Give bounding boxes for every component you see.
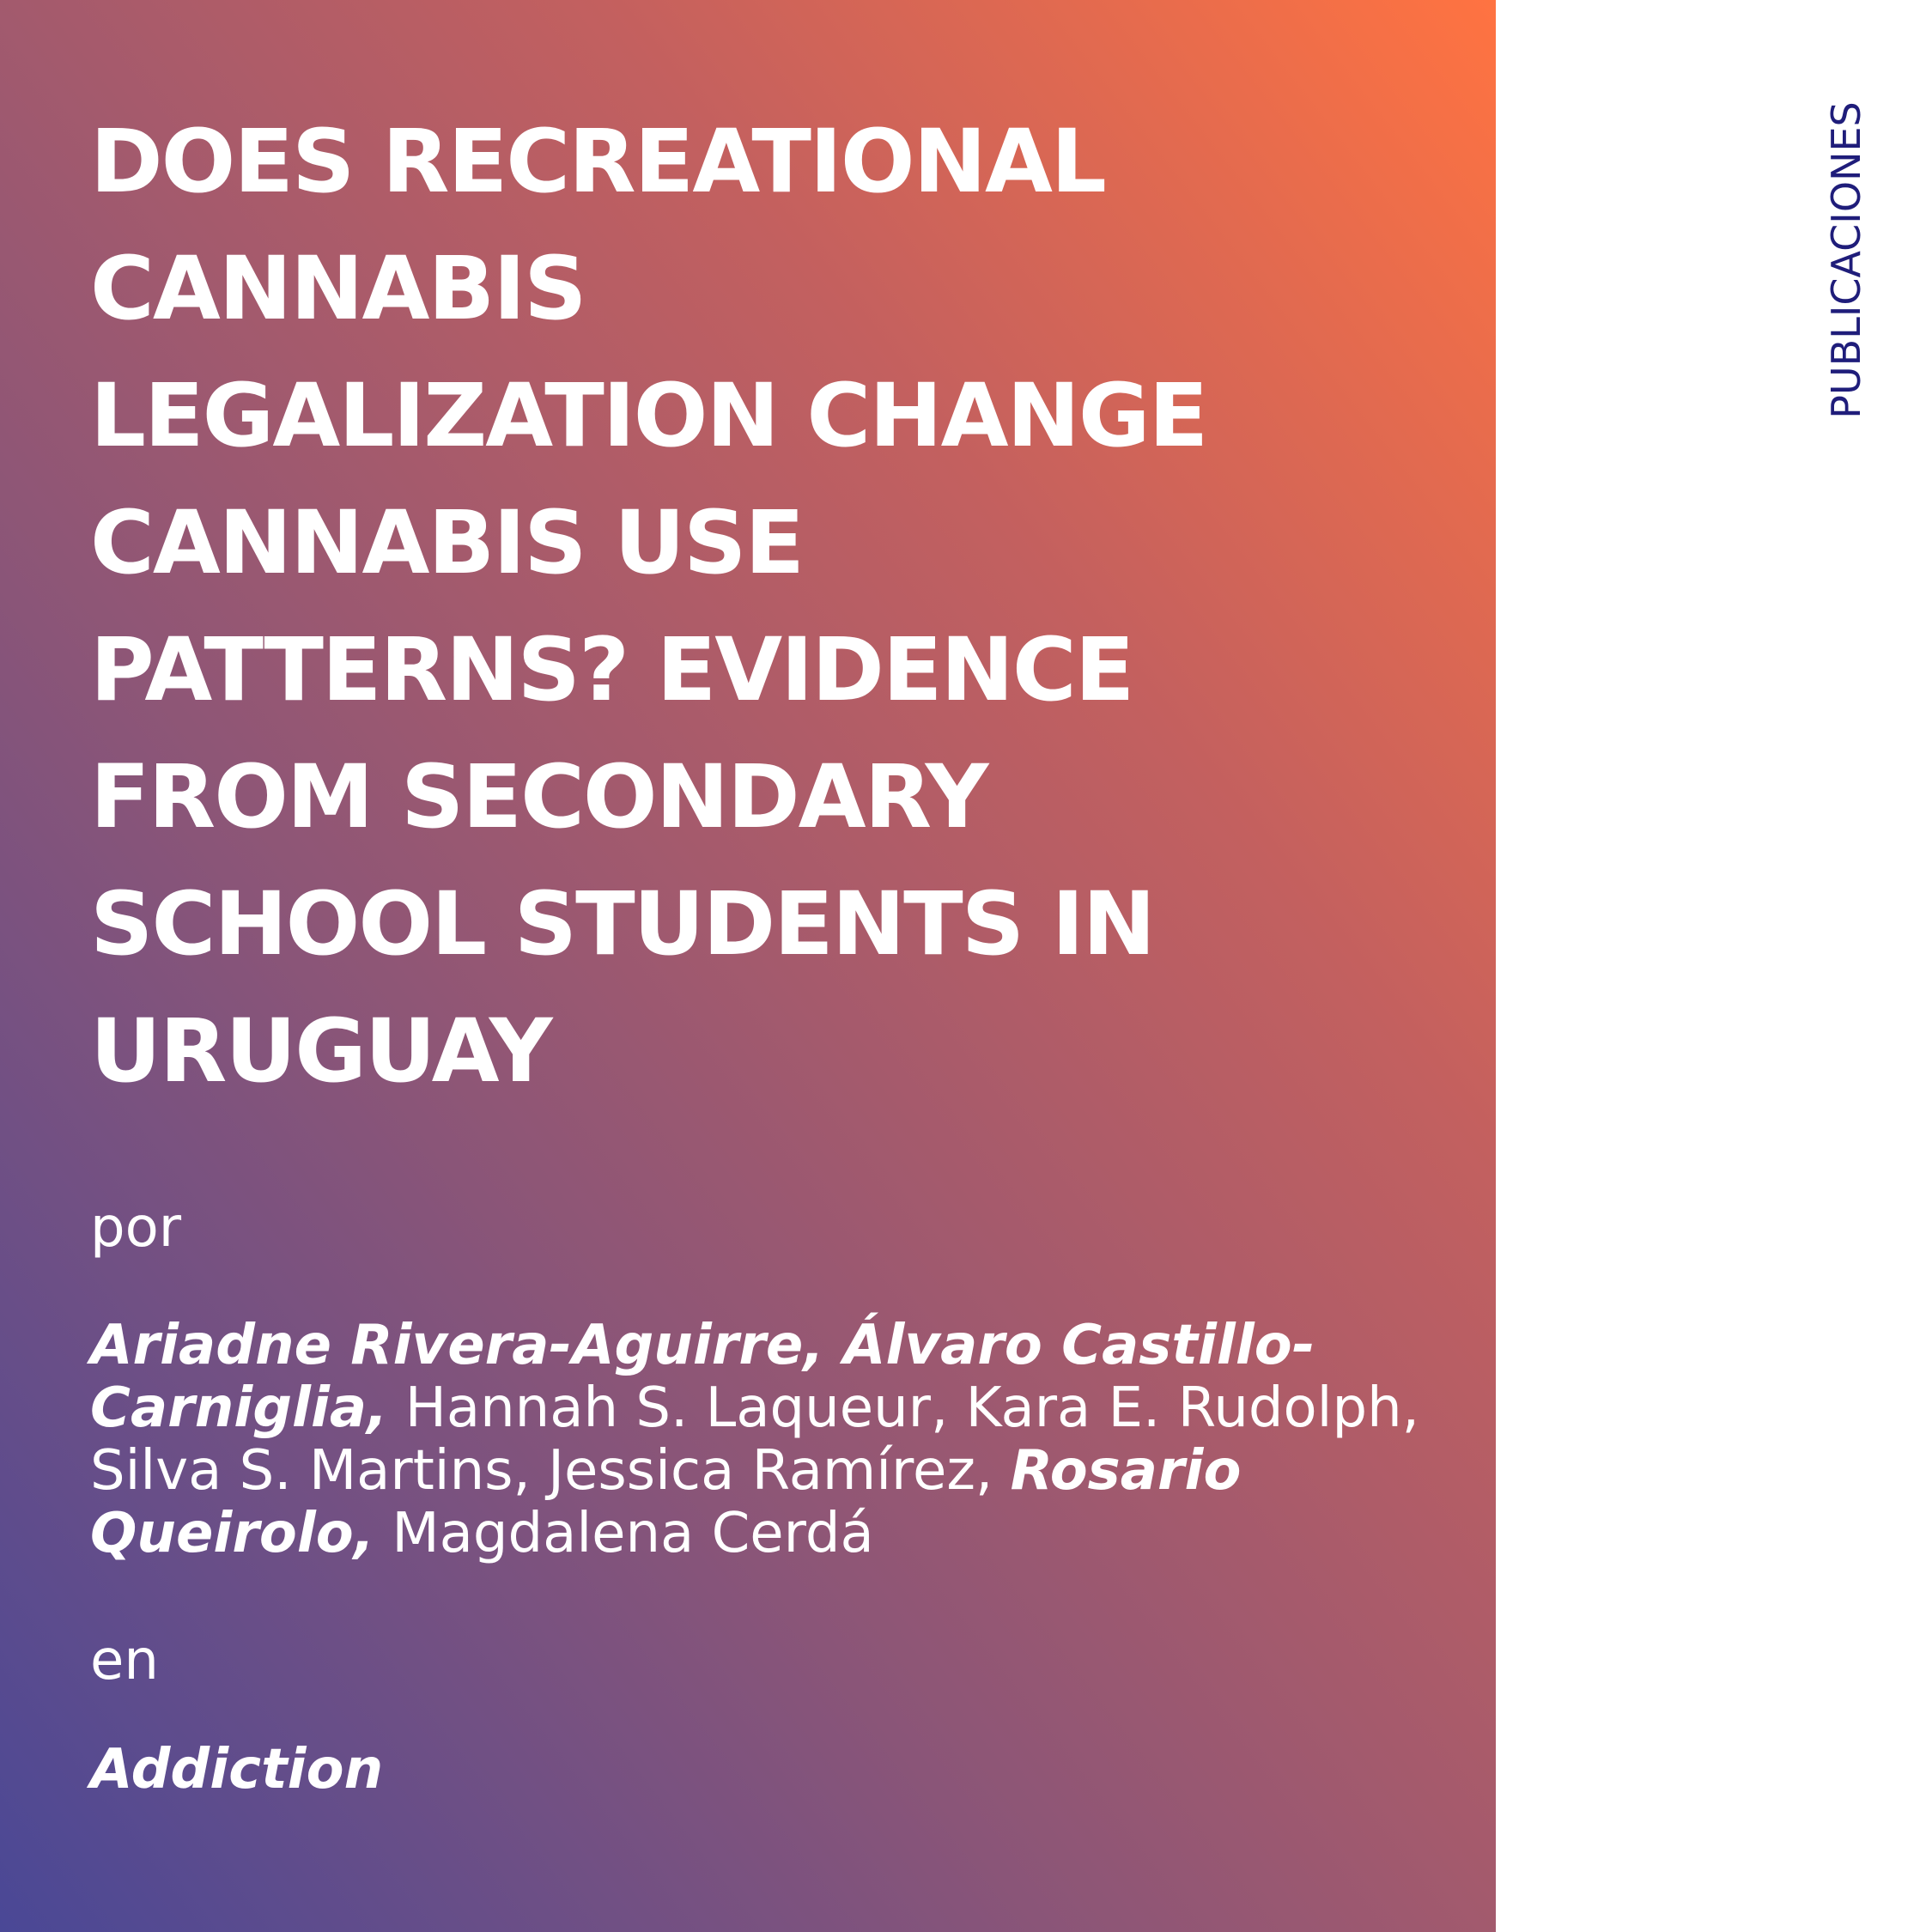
card-content — [90, 99, 1430, 1801]
section-label — [1823, 93, 1869, 428]
title-line: CANNABIS — [90, 238, 586, 340]
title-line: LEGALIZATION CHANGE — [90, 365, 1207, 467]
highlighted-authors: Ariadne Rivera-Aguirre, Álvaro Castillo-Carniglia, — [90, 1314, 1315, 1440]
section-label-text: PUBLICACIONES — [1823, 101, 1870, 419]
title-line: PATTERNS? EVIDENCE — [90, 619, 1133, 721]
title-line: FROM SECONDARY — [90, 746, 987, 848]
highlighted-authors: Rosario Queirolo, — [90, 1439, 1242, 1565]
by-label: por — [90, 1196, 182, 1260]
in-label: en — [90, 1629, 159, 1692]
journal-name: Addiction — [90, 1738, 384, 1801]
other-authors: Magdalena Cerdá — [374, 1502, 874, 1565]
other-authors: Hannah S. Laqueur, Kara E. Rudolph, Silva S. Martins, Jessica Ramírez, — [90, 1376, 1419, 1503]
publication-title — [90, 99, 1430, 1115]
title-line: SCHOOL STUDENTS IN — [90, 873, 1155, 975]
title-line: CANNABIS USE — [90, 492, 804, 594]
title-line: URUGUAY — [90, 1000, 551, 1103]
title-line: DOES RECREATIONAL — [90, 111, 1105, 213]
author-list — [90, 1315, 1430, 1565]
